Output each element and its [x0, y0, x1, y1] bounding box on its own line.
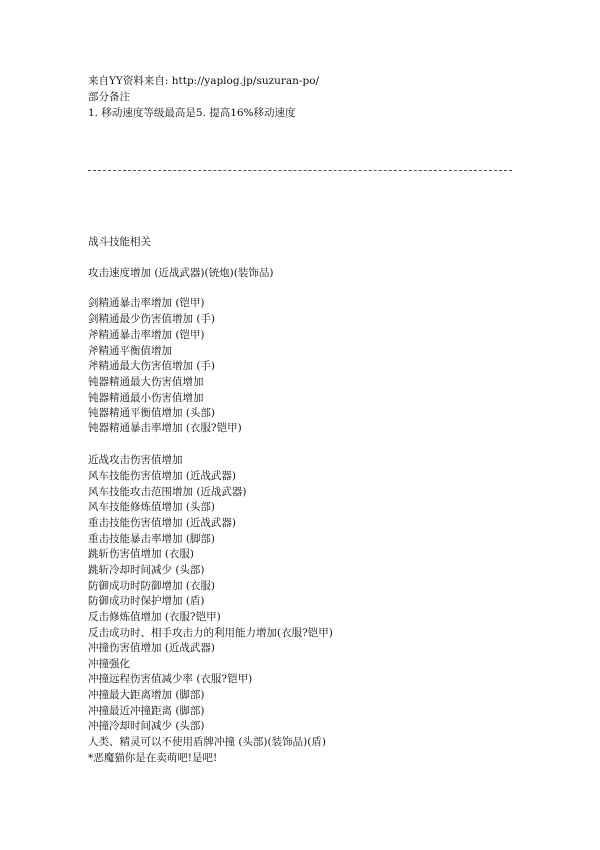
skill-line: 风车技能攻击范围增加 (近战武器) — [88, 486, 247, 498]
skill-line: 斧精通最大伤害值增加 (手) — [88, 360, 216, 372]
skill-line: 剑精通暴击率增加 (铠甲) — [88, 297, 205, 309]
skill-line: 重击技能暴击率增加 (脚部) — [88, 533, 216, 545]
skill-line: 冲撞强化 — [88, 658, 130, 670]
skill-line: 反击成功时、相手攻击力的利用能力增加(衣服?铠甲) — [88, 627, 333, 639]
skill-line: *恶魔猫你是在卖萌吧!是吧! — [88, 752, 218, 764]
skill-line: 钝器精通平衡值增加 (头部) — [88, 407, 216, 419]
skill-line: 防御成功时防御增加 (衣服) — [88, 580, 216, 592]
skill-line: 钝器精通最大伤害值增加 — [88, 376, 204, 388]
skill-line: 剑精通最少伤害值增加 (手) — [88, 313, 216, 325]
skill-line: 冲撞冷却时间减少 (头部) — [88, 720, 205, 732]
skill-line: 重击技能伤害值增加 (近战武器) — [88, 517, 237, 529]
skill-line: 冲撞远程伤害值减少率 (衣服?铠甲) — [88, 673, 253, 685]
skill-line: 人类、精灵可以不使用盾牌冲撞 (头部)(装饰品)(盾) — [88, 736, 326, 748]
skill-line: 斧精通暴击率增加 (铠甲) — [88, 329, 205, 341]
skill-line: 反击修炼值增加 (衣服?铠甲) — [88, 611, 221, 623]
notes-title: 部分备注 — [88, 91, 130, 103]
skill-line: 冲撞伤害值增加 (近战武器) — [88, 642, 216, 654]
section-title: 战斗技能相关 — [88, 236, 151, 248]
skill-line: 风车技能伤害值增加 (近战武器) — [88, 470, 237, 482]
skill-line: 冲撞最大距离增加 (脚部) — [88, 689, 205, 701]
skill-line: 防御成功时保护增加 (盾) — [88, 595, 205, 607]
skill-line: 跳斩冷却时间减少 (头部) — [88, 564, 205, 576]
source-line: 来自YY资料来自: http://yaplog.jp/suzuran-po/ — [88, 75, 320, 87]
skill-line: 近战攻击伤害值增加 — [88, 454, 183, 466]
skill-line: 跳斩伤害值增加 (衣服) — [88, 548, 195, 560]
section-intro: 攻击速度增加 (近战武器)(铳炮)(装饰品) — [88, 267, 274, 279]
skill-line: 斧精通平衡值增加 — [88, 345, 172, 357]
dashed-divider — [88, 170, 512, 171]
note-1: 1. 移动速度等级最高是5. 提高16%移动速度 — [88, 107, 296, 119]
skill-line: 钝器精通最小伤害值增加 — [88, 392, 204, 404]
skill-line: 风车技能修炼值增加 (头部) — [88, 501, 216, 513]
skill-line: 冲撞最近冲撞距离 (脚部) — [88, 705, 205, 717]
skill-line: 钝器精通暴击率增加 (衣服?铠甲) — [88, 422, 242, 434]
